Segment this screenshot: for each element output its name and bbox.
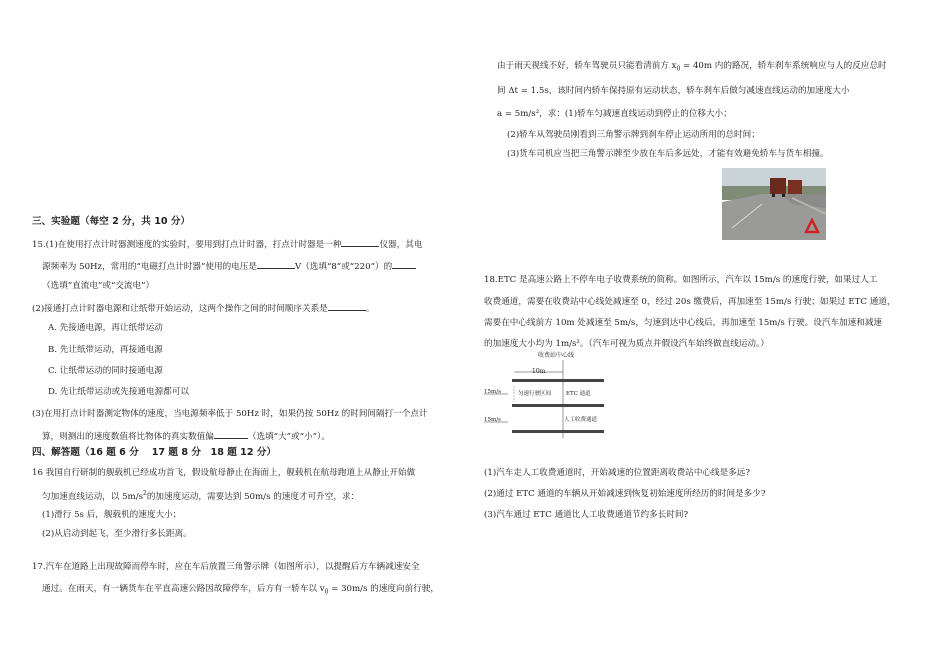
q18-sub2: (2)通过 ETC 通道的车辆从开始减速到恢复初始速度所经历的时间是多少? bbox=[484, 489, 766, 499]
q16-line4: (2)从启动到起飞，至少滑行多长距离。 bbox=[42, 529, 192, 539]
uniform-zone-label: 匀速行驶区间 bbox=[518, 391, 552, 397]
answer-blank bbox=[392, 259, 416, 269]
q15-line4: (2)接通打点计时器电源和让纸带开始运动，这两个操作之间的时间顺序关系是 。 bbox=[32, 301, 374, 315]
q15-line1: 15.(1)在使用打点计时器测速度的实验时，要用到打点计时器，打点计时器是一种 仪器，其电 bbox=[32, 237, 422, 251]
q17-line6: (2)轿车从驾驶员刚看到三角警示牌到刹车停止运动所用的总时间； bbox=[507, 130, 760, 140]
distance-label: 10m bbox=[532, 368, 546, 375]
q17-line3: 由于雨天视线不好，轿车驾驶员只能看清前方 $x_0 = 40m$ 内的路况，轿车刹车系统响应与人的反应总时 bbox=[497, 61, 887, 73]
q17-line7: (3)货车司机应当把三角警示牌至少放在车后多远处，才能有效避免轿车与货车相撞。 bbox=[507, 149, 829, 159]
q18-sub3: (3)汽车通过 ETC 通道比人工收费通道节约多长时间? bbox=[484, 510, 689, 520]
etc-lane-label: ETC 通道 bbox=[566, 391, 591, 397]
q18-sub1: (1)汽车走人工收费通道时，开始减速的位置距离收费站中心线是多远? bbox=[484, 468, 751, 478]
q16-line2: 匀加速直线运动，以 $5m/s^2$的加速度运动，需要达到 50m/s 的速度才可升空，求： bbox=[42, 490, 360, 502]
answer-blank bbox=[341, 237, 379, 247]
q16-line3: (1)滑行 5s 后，舰载机的速度大小； bbox=[42, 510, 182, 520]
q15-line5: (3)在用打点计时器测定物体的速度，当电源频率低于 50Hz 时，如果仍按 50Hz 的时间间隔打一个点计 bbox=[32, 409, 428, 419]
manual-lane-label: 人工收费通道 bbox=[564, 417, 598, 423]
answer-blank bbox=[214, 429, 248, 439]
speed-label-manual: 15m/s bbox=[484, 417, 501, 423]
q17-line1: 17.汽车在道路上出现故障而停车时，应在车后放置三角警示牌（如图所示），以提醒后方车辆减速安全 bbox=[32, 562, 420, 572]
q17-line5: a = 5m/s²，求：(1)轿车匀减速直线运动到停止的位移大小； bbox=[497, 109, 732, 119]
q15-option-b: B. 先让纸带运动，再接通电源 bbox=[48, 345, 163, 355]
q16-line1: 16 我国自行研制的舰载机已经成功首飞，假设航母静止在海面上，舰载机在航母跑道上从静止开始做 bbox=[32, 468, 416, 478]
etc-diagram bbox=[484, 352, 608, 438]
q15-option-c: C. 让纸带运动的同时接通电源 bbox=[48, 366, 163, 376]
q17-line2: 通过。在雨天，有一辆货车在平直高速公路因故障停车，后方有一轿车以 $v_0 = 30m/s$ 的速度向前行驶， bbox=[42, 584, 439, 596]
warning-triangle-photo bbox=[722, 168, 826, 240]
q15-line3: （选填“直流电”或“交流电”） bbox=[42, 281, 155, 291]
q18-line3: 需要在中心线前方 10m 处减速至 5m/s，匀速到达中心线后，再加速至 15m/s 行驶。设汽车加速和减速 bbox=[484, 318, 883, 328]
answer-blank bbox=[328, 301, 366, 311]
center-line-label: 收费站中心线 bbox=[538, 352, 575, 359]
q15-option-d: D. 先让纸带运动或先接通电源都可以 bbox=[48, 387, 189, 397]
q15-line2: 源频率为 50Hz，常用的“电磁打点计时器”使用的电压是 V（选填“8”或“220”）的 bbox=[42, 259, 416, 273]
q18-line4: 的加速度大小均为 1m/s²。（汽车可视为质点并假设汽车始终做直线运动。） bbox=[484, 339, 769, 349]
section3-heading: 三、实验题（每空 2 分，共 10 分） bbox=[32, 216, 191, 227]
q15-line6: 算，则测出的速度数值将比物体的真实数值偏 （选填“大”或“小”）。 bbox=[42, 429, 330, 443]
q18-line1: 18.ETC 是高速公路上不停车电子收费系统的简称。如图所示，汽车以 15m/s 的速度行驶，如果过人工 bbox=[484, 275, 878, 285]
answer-blank bbox=[257, 259, 295, 269]
speed-label-etc: 15m/s bbox=[484, 389, 501, 395]
road-scene-icon bbox=[722, 168, 826, 240]
q17-line4: 间 Δt = 1.5s，该时间内轿车保持原有运动状态，轿车刹车后做匀减速直线运动的加速度大小 bbox=[497, 86, 850, 96]
q15-option-a: A. 先接通电源，再让纸带运动 bbox=[48, 323, 163, 333]
section4-heading: 四、解答题（16 题 6 分 17 题 8 分 18 题 12 分） bbox=[32, 447, 277, 458]
q18-line2: 收费通道，需要在收费站中心线处减速至 0，经过 20s 缴费后，再加速至 15m/s 行驶；如果过 ETC 通道， bbox=[484, 297, 896, 307]
